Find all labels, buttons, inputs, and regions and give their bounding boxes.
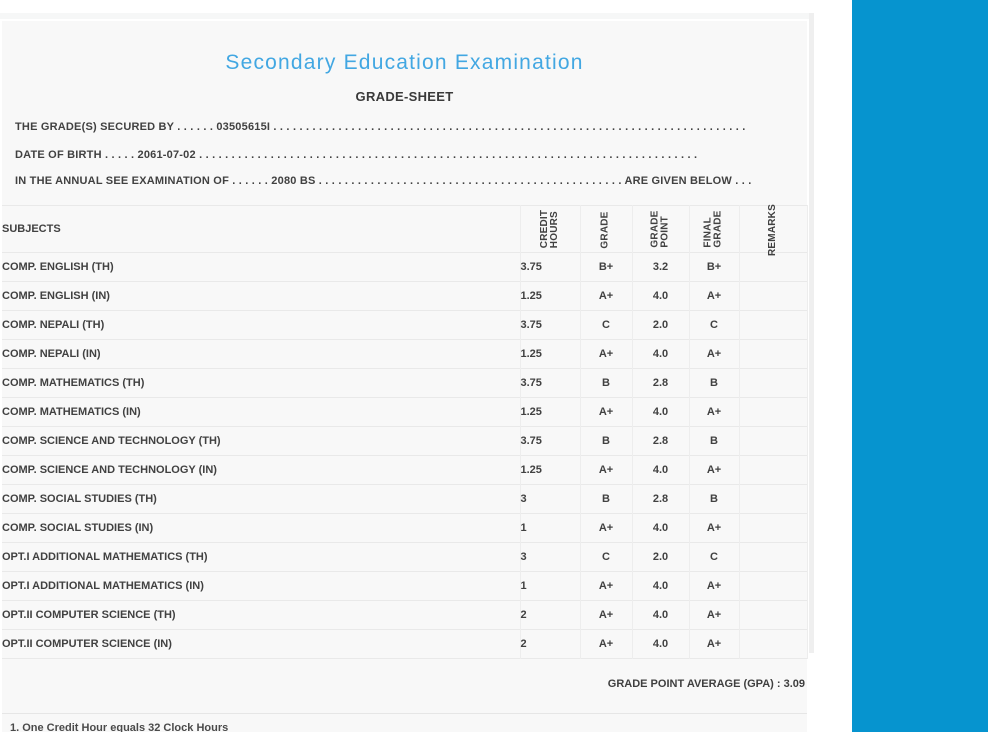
cell-remarks	[739, 398, 807, 427]
cell-final_grade: A+	[689, 282, 739, 311]
cell-remarks	[739, 253, 807, 282]
cell-subject: OPT.II COMPUTER SCIENCE (TH)	[2, 609, 176, 621]
cell-credit: 1.25	[520, 398, 580, 427]
cell-subject: COMP. SCIENCE AND TECHNOLOGY (IN)	[2, 464, 217, 476]
cell-grade_point: 4.0	[632, 601, 689, 630]
cell-credit: 3.75	[520, 311, 580, 340]
cell-grade: C	[580, 543, 632, 572]
cell-final_grade: A+	[689, 572, 739, 601]
rotated-header-text: CREDIT HOURS	[538, 209, 560, 249]
column-header-remarks	[739, 204, 807, 256]
cell-credit: 3.75	[520, 253, 580, 282]
cell-grade_point: 4.0	[632, 398, 689, 427]
cell-subject: COMP. ENGLISH (IN)	[2, 290, 110, 302]
cell-grade_point: 3.2	[632, 253, 689, 282]
table-row	[2, 514, 807, 543]
cell-grade: A+	[580, 282, 632, 311]
table-row	[2, 282, 807, 311]
blue-side-panel	[852, 0, 988, 732]
cell-final_grade: C	[689, 311, 739, 340]
table-row	[2, 572, 807, 601]
table-row	[2, 369, 807, 398]
info-line-examination-of: IN THE ANNUAL SEE EXAMINATION OF . . . . . . 2080 BS . . . . . . . . . . . . . . . . . . . . . . . . . . . . . . . . . . . . . . . . . . . . . . . ARE GIVEN BELOW . . .	[15, 175, 752, 187]
cell-credit: 3	[520, 543, 580, 572]
cell-remarks	[739, 572, 807, 601]
cell-grade: B	[580, 427, 632, 456]
cell-subject: OPT.I ADDITIONAL MATHEMATICS (TH)	[2, 551, 208, 563]
cell-credit: 1	[520, 514, 580, 543]
cell-remarks	[739, 601, 807, 630]
table-row	[2, 456, 807, 485]
cell-final_grade: A+	[689, 601, 739, 630]
cell-subject: COMP. SCIENCE AND TECHNOLOGY (TH)	[2, 435, 221, 447]
cell-credit: 1.25	[520, 282, 580, 311]
cell-final_grade: B	[689, 485, 739, 514]
cell-grade_point: 2.0	[632, 543, 689, 572]
table-row	[2, 543, 807, 572]
page-title: Secondary Education Examination	[225, 51, 584, 74]
cell-final_grade: B+	[689, 253, 739, 282]
cell-remarks	[739, 485, 807, 514]
cell-final_grade: B	[689, 369, 739, 398]
table-row	[2, 630, 807, 659]
table-row	[2, 427, 807, 456]
column-header-grade	[580, 206, 632, 253]
cell-remarks	[739, 311, 807, 340]
table-row	[2, 485, 807, 514]
table-row	[2, 311, 807, 340]
cell-grade_point: 4.0	[632, 340, 689, 369]
credit-hour-footnote: 1. One Credit Hour equals 32 Clock Hours	[10, 722, 229, 732]
info-line-date-of-birth: DATE OF BIRTH . . . . . 2061-07-02 . . . . . . . . . . . . . . . . . . . . . . . . . . . . . . . . . . . . . . . . . . . . . . . . . . . . . . . . . . . . . . . . . . . . . . . . . . . . .	[15, 149, 698, 161]
table-row	[2, 253, 807, 282]
cell-grade: A+	[580, 398, 632, 427]
cell-remarks	[739, 369, 807, 398]
cell-grade_point: 2.8	[632, 369, 689, 398]
table-row	[2, 340, 807, 369]
cell-subject: COMP. NEPALI (TH)	[2, 319, 105, 331]
cell-grade: A+	[580, 340, 632, 369]
cell-remarks	[739, 427, 807, 456]
cell-credit: 3.75	[520, 369, 580, 398]
grades-table	[2, 205, 808, 659]
cell-subject: COMP. NEPALI (IN)	[2, 348, 101, 360]
cell-final_grade: A+	[689, 630, 739, 659]
cell-final_grade: C	[689, 543, 739, 572]
cell-remarks	[739, 456, 807, 485]
cell-grade: A+	[580, 456, 632, 485]
gradesheet-label: GRADE-SHEET	[355, 89, 454, 104]
cell-final_grade: A+	[689, 456, 739, 485]
cell-grade: A+	[580, 572, 632, 601]
cell-grade: A+	[580, 601, 632, 630]
column-header-credit	[520, 206, 580, 253]
cell-grade: A+	[580, 514, 632, 543]
cell-grade: C	[580, 311, 632, 340]
cell-grade_point: 4.0	[632, 456, 689, 485]
cell-subject: COMP. MATHEMATICS (TH)	[2, 377, 145, 389]
table-row	[2, 398, 807, 427]
cell-grade_point: 4.0	[632, 630, 689, 659]
cell-grade_point: 2.8	[632, 485, 689, 514]
cell-subject: OPT.I ADDITIONAL MATHEMATICS (IN)	[2, 580, 204, 592]
cell-grade: B	[580, 485, 632, 514]
cell-grade_point: 4.0	[632, 572, 689, 601]
footer-divider	[2, 713, 807, 714]
cell-credit: 3	[520, 485, 580, 514]
table-header-row	[2, 206, 807, 253]
rotated-header-text: FINAL GRADE	[703, 210, 724, 248]
cell-remarks	[739, 282, 807, 311]
cell-credit: 1	[520, 572, 580, 601]
cell-remarks	[739, 543, 807, 572]
cell-credit: 2	[520, 630, 580, 659]
cell-grade: A+	[580, 630, 632, 659]
cell-subject: COMP. MATHEMATICS (IN)	[2, 406, 141, 418]
column-header-final_grade	[689, 206, 739, 253]
cell-grade_point: 2.8	[632, 427, 689, 456]
table-row	[2, 601, 807, 630]
cell-remarks	[739, 630, 807, 659]
cell-final_grade: A+	[689, 398, 739, 427]
column-header-subject: SUBJECTS	[2, 223, 61, 235]
rotated-header-text: GRADE	[600, 211, 611, 249]
cell-subject: OPT.II COMPUTER SCIENCE (IN)	[2, 638, 172, 650]
column-header-grade_point	[632, 206, 689, 253]
gradesheet-card	[0, 19, 809, 732]
cell-final_grade: B	[689, 427, 739, 456]
cell-grade_point: 4.0	[632, 514, 689, 543]
cell-final_grade: A+	[689, 340, 739, 369]
cell-grade_point: 4.0	[632, 282, 689, 311]
cell-subject: COMP. SOCIAL STUDIES (IN)	[2, 522, 154, 534]
cell-grade: B+	[580, 253, 632, 282]
cell-credit: 3.75	[520, 427, 580, 456]
cell-credit: 2	[520, 601, 580, 630]
cell-grade: B	[580, 369, 632, 398]
cell-remarks	[739, 514, 807, 543]
scrollbar-thumb[interactable]	[809, 13, 814, 653]
cell-grade_point: 2.0	[632, 311, 689, 340]
info-line-secured-by: THE GRADE(S) SECURED BY . . . . . . 03505615I . . . . . . . . . . . . . . . . . . . . . . . . . . . . . . . . . . . . . . . . . . . . . . . . . . . . . . . . . . . . . . . . . . . . . . . . .	[15, 121, 746, 133]
cell-credit: 1.25	[520, 456, 580, 485]
cell-remarks	[739, 340, 807, 369]
cell-final_grade: A+	[689, 514, 739, 543]
rotated-header-text: GRADE POINT	[649, 210, 671, 248]
rotated-header-text: REMARKS	[767, 204, 778, 256]
gpa-value: GRADE POINT AVERAGE (GPA) : 3.09	[607, 678, 805, 690]
cell-credit: 1.25	[520, 340, 580, 369]
cell-subject: COMP. ENGLISH (TH)	[2, 261, 114, 273]
cell-subject: COMP. SOCIAL STUDIES (TH)	[2, 493, 157, 505]
